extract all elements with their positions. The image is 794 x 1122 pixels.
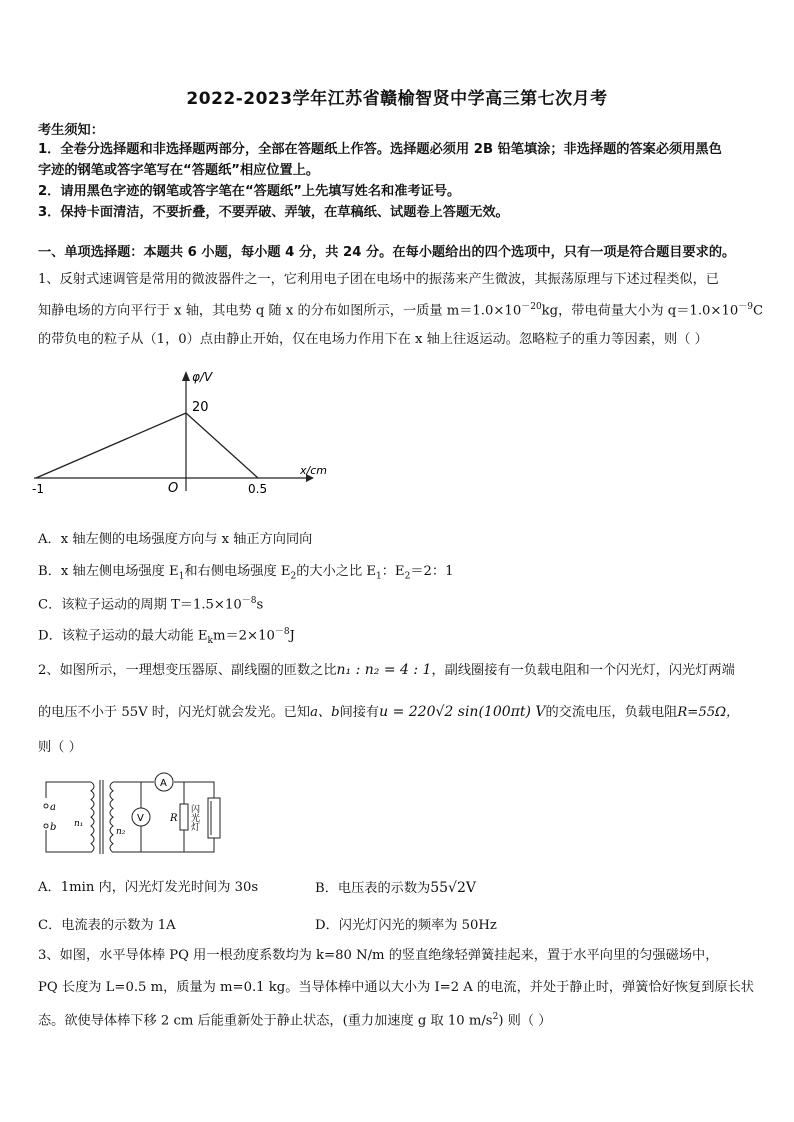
notice-item-3: 3．保持卡面清洁，不要折叠，不要弄破、弄皱，在草稿纸、试题卷上答题无效。	[38, 205, 509, 220]
q1-line-1: 1、反射式速调管是常用的微波器件之一，它利用电子团在电场中的振荡来产生微波，其振荡原理与下述过程类似，已	[38, 272, 719, 287]
q3-line-2: PQ 长度为 L=0.5 m，质量为 m=0.1 kg。当导体棒中通以大小为 I=2 A 的电流，并处于静止时，弹簧恰好恢复到原长状	[38, 980, 754, 995]
q1-line-3: 的带负电的粒子从（1，0）点由静止开始，仅在电场力作用下在 x 轴上往返运动。忽略粒子的重力等因素，则（ ）	[38, 332, 708, 347]
primary-wire-bottom	[46, 830, 91, 852]
q2-option-b: B．电压表的示数为55√2V	[315, 880, 476, 896]
origin-label: O	[168, 481, 179, 496]
right-tick-label: 0.5	[248, 482, 268, 496]
secondary-bottom-wire	[113, 838, 214, 852]
flash-lamp	[208, 798, 220, 838]
q1-line-2: 知静电场的方向平行于 x 轴，其电势 q 随 x 的分布如图所示，一质量 $m=1.0\times 10^{-20}kg$，带电荷量大小为 $q=1.0\times 10^{-9}C$	[38, 302, 764, 319]
y-axis-label: φ/V	[192, 370, 213, 384]
label-voltmeter: V	[137, 813, 144, 824]
notice-heading: 考生须知：	[38, 123, 104, 138]
q1-option-b: B．x 轴左侧电场强度 $E_1$和右侧电场强度 $E_2$的大小之比 $E_1$：$E_2=2$：1	[38, 564, 454, 582]
q1-option-c: C．该粒子运动的周期 $T=1.5\times 10^{-8}s$	[38, 596, 264, 613]
notice-item-1: 1．全卷分选择题和非选择题两部分，全部在答题纸上作答。选择题必须用 2B 铅笔填涂；非选择题的答案必须用黑色	[38, 142, 722, 157]
q1-option-a: A．x 轴左侧的电场强度方向与 x 轴正方向同向	[38, 532, 313, 547]
q2-option-d: D．闪光灯闪光的频率为 50Hz	[315, 918, 497, 933]
label-n2: n₂	[116, 827, 126, 837]
left-tick-label: -1	[32, 482, 44, 496]
page-title: 2022-2023学年江苏省赣榆智贤中学高三第七次月考	[186, 89, 608, 109]
label-n1: n₁	[74, 819, 84, 829]
label-ammeter: A	[160, 778, 167, 789]
q2-option-a: A．1min 内，闪光灯发光时间为 30s	[38, 880, 259, 895]
potential-curve	[36, 413, 258, 478]
notice-item-2: 2．请用黑色字迹的钢笔或答字笔在“答题纸”上先填写姓名和准考证号。	[38, 184, 461, 199]
terminal-a	[44, 804, 48, 808]
peak-label: 20	[192, 400, 209, 415]
y-axis-arrow	[182, 371, 190, 381]
terminal-b	[44, 824, 48, 828]
label-resistor: R	[170, 813, 178, 824]
notice-item-1-cont: 字迹的钢笔或答字笔写在“答题纸”相应位置上。	[38, 163, 320, 178]
label-b: b	[50, 822, 57, 833]
q2-option-c: C．电流表的示数为 1A	[38, 918, 176, 933]
resistor	[180, 804, 188, 830]
section-heading: 一、单项选择题：本题共 6 小题，每小题 4 分，共 24 分。在每小题给出的四个选项中，只有一项是符合题目要求的。	[38, 245, 736, 260]
q2-line-3: 则（ ）	[38, 740, 82, 755]
q1-option-d: D．该粒子运动的最大动能 $E_km=2\times 10^{-8}J$	[38, 627, 295, 647]
q3-line-1: 3、如图，水平导体棒 PQ 用一根劲度系数均为 k=80 N/m 的竖直绝缘轻弹簧挂起来，置于水平向里的匀强磁场中，	[38, 948, 719, 963]
q2-transformer-circuit	[36, 768, 236, 863]
primary-wire-top	[46, 782, 91, 798]
primary-coil	[91, 782, 94, 852]
q3-line-3: 态。欲使导体棒下移 2 cm 后能重新处于静止状态，(重力加速度 g 取 10 $m/s^2$) 则（ ）	[38, 1012, 552, 1029]
x-axis-label: x/cm	[300, 464, 327, 477]
q2-line-1: 2、如图所示，一理想变压器原、副线圈的匝数之比n₁ : n₂ = 4 : 1，副线圈接有一负载电阻和一个闪光灯，闪光灯两端	[38, 662, 735, 678]
label-a: a	[50, 802, 56, 813]
label-lamp: 闪光灯	[189, 804, 199, 831]
q2-line-2: 的电压不小于 55V 时，闪光灯就会发光。已知a、b间接有u = 220√2 sin(100πt) V的交流电压，负载电阻R=55Ω，	[38, 704, 740, 720]
secondary-coil	[110, 782, 113, 852]
q1-potential-graph	[30, 365, 340, 500]
